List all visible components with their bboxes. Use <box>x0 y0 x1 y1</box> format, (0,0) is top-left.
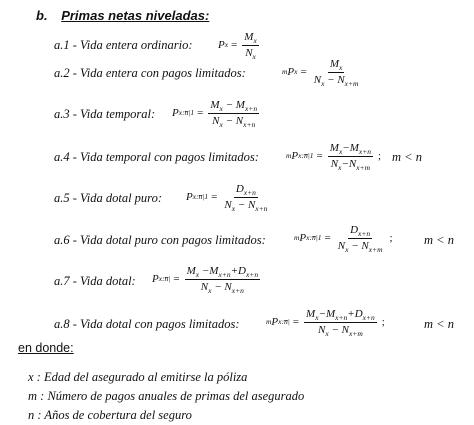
item-label-a6: a.6 - Vida dotal puro con pagos limitados: <box>54 233 266 247</box>
section-title: Primas netas niveladas: <box>61 8 210 23</box>
definition-m: m : Número de pagos anuales de primas del asegurado <box>28 389 305 403</box>
formula-a4: m P x:n̅| 1 = $\frac{M_x-M_{x+n}}{N_x-N_{x+m}}$ ; <box>286 142 382 172</box>
formula-a3: P x:n̅| 1 = $\frac{M_x - M_{x+n}}{N_x - N_{x+n}}$ <box>172 99 258 129</box>
item-label-a4: a.4 - Vida temporal con pagos limitados: <box>54 150 259 164</box>
definition-x: x : Edad del asegurado al emitirse la póliza <box>28 370 248 384</box>
formula-a2: m P x = $\frac{M_x}{N_x - N_{x+m}}$ <box>282 58 359 88</box>
where-text: en donde: <box>18 341 74 355</box>
definition-n: n : Años de cobertura del seguro <box>28 408 192 422</box>
where-label <box>18 341 74 355</box>
item-label-a1: a.1 - Vida entera ordinario: <box>54 38 193 52</box>
formula-a7: P x:n̅| = $\frac{M_x -M_{x+n}+D_{x+n}}{N_x - N_{x+n}}$ <box>152 265 259 295</box>
section-heading <box>36 8 209 23</box>
item-label-a7: a.7 - Vida dotal: <box>54 274 136 288</box>
item-label-a3: a.3 - Vida temporal: <box>54 107 156 121</box>
formula-a6: m P x:n̅| 1 = $\frac{D_{x+n}}{N_x - N_{x+m}}$ ; <box>294 224 393 254</box>
section-letter: b. <box>36 8 48 23</box>
condition-a6: m < n <box>424 233 454 247</box>
item-label-a8: a.8 - Vida dotal con pagos limitados: <box>54 317 240 331</box>
formula-a8: m P x:n̅| = $\frac{M_x-M_{x+n}+D_{x+n}}{N_x - N_{x+m}}$ ; <box>266 308 385 338</box>
condition-a8: m < n <box>424 317 454 331</box>
formula-a5: P x:n̅| 1 = $\frac{D_{x+n}}{N_x - N_{x+n}}$ <box>186 183 268 213</box>
condition-a4: m < n <box>392 150 422 164</box>
item-label-a5: a.5 - Vida dotal puro: <box>54 191 162 205</box>
item-label-a2: a.2 - Vida entera con pagos limitados: <box>54 66 246 80</box>
formula-a1: P x = $\frac{M_x}{N_x}$ <box>218 31 257 61</box>
